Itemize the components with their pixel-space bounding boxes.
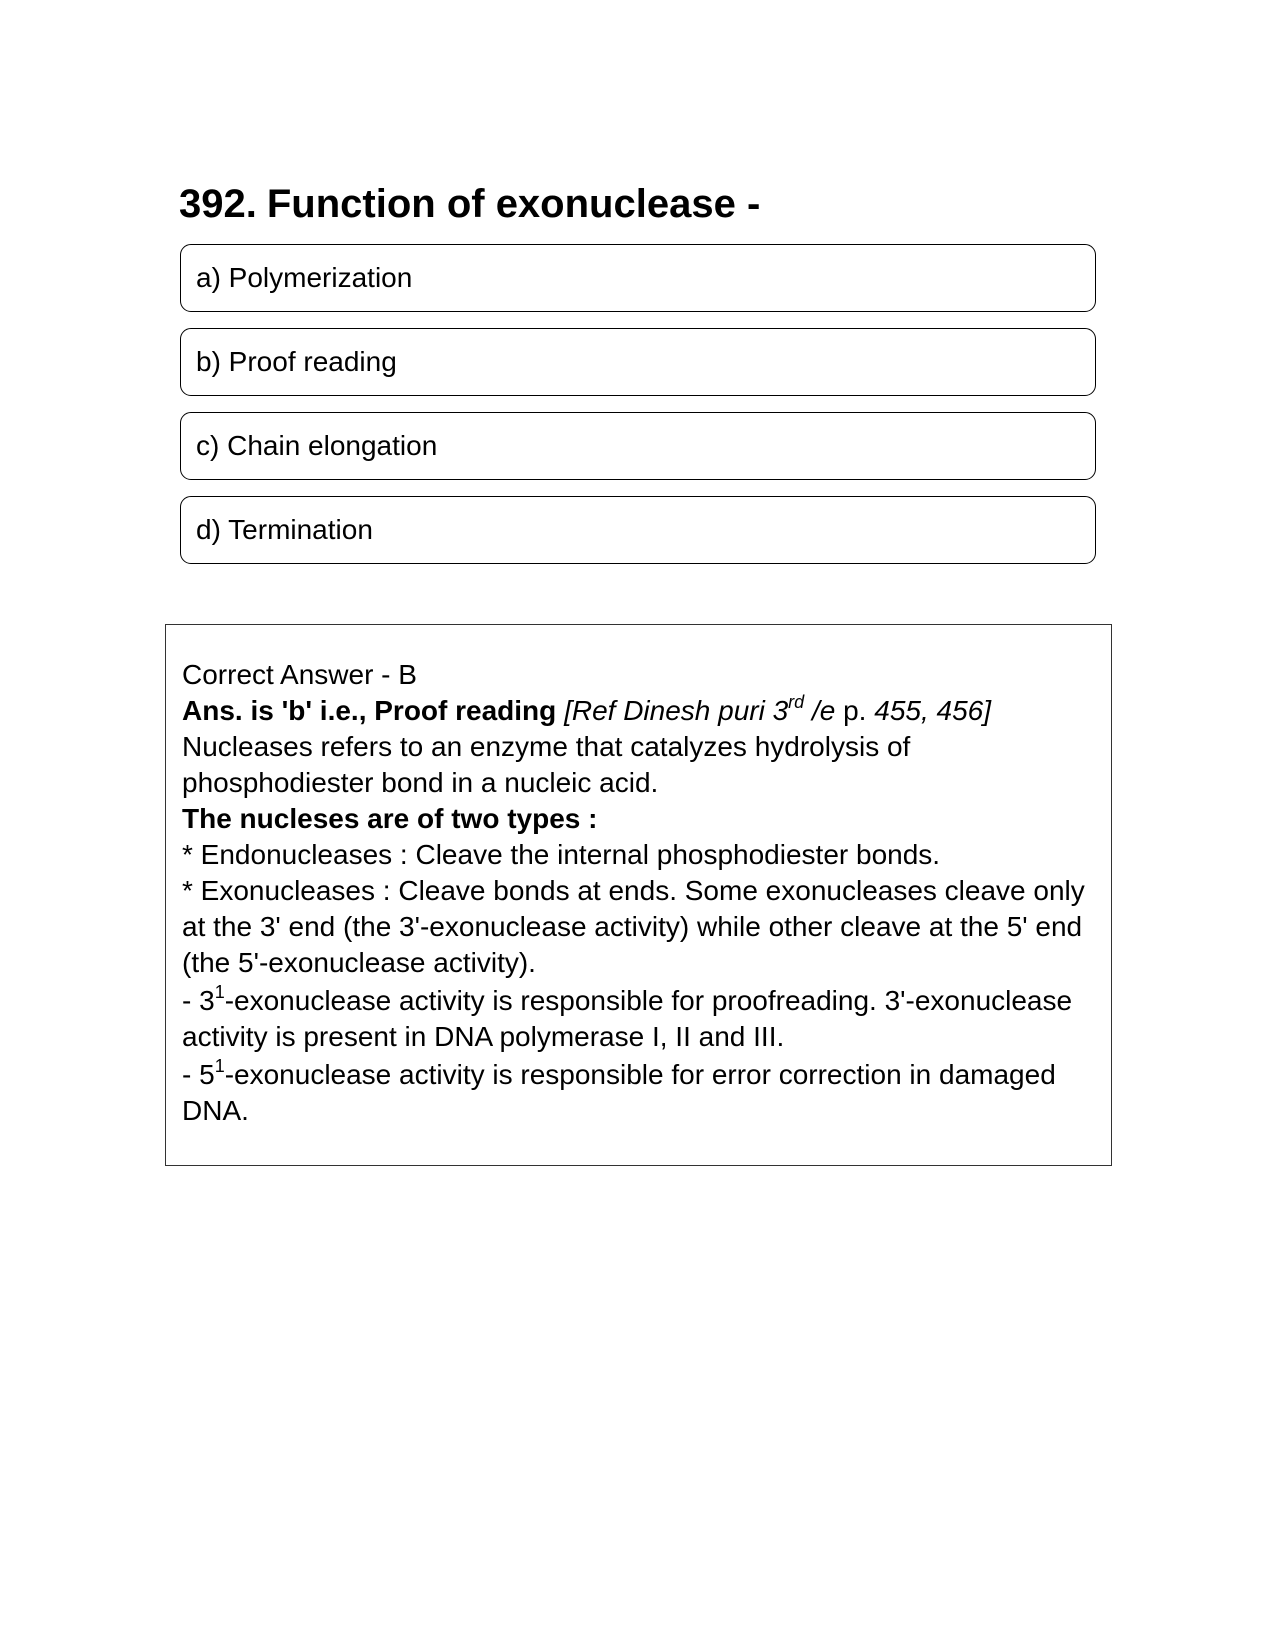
exonuclease-item: * Exonucleases : Cleave bonds at ends. Some exonucleases cleave only at the 3' end (the 3'-exonuclease activity) while other cleave at the 5' end (the 5'-exonuclease activity).	[182, 875, 1085, 978]
correct-answer: Correct Answer - B	[182, 659, 417, 690]
option-b[interactable]: b) Proof reading	[180, 328, 1096, 396]
option-a[interactable]: a) Polymerization	[180, 244, 1096, 312]
answer-statement	[182, 693, 1097, 729]
option-d[interactable]: d) Termination	[180, 496, 1096, 564]
three-prime-prefix: - 3	[182, 985, 215, 1016]
five-prime-item	[182, 1057, 1097, 1129]
three-prime-sup: 1	[214, 982, 225, 1002]
options-list	[180, 244, 1096, 580]
three-prime-item	[182, 983, 1097, 1055]
five-prime-text: -exonuclease activity is responsible for error correction in damaged DNA.	[182, 1059, 1056, 1126]
reference-part1: [Ref Dinesh puri 3	[564, 695, 789, 726]
question-title	[179, 176, 760, 232]
question-text: Function of exonuclease -	[266, 182, 761, 226]
reference-sup: rd	[788, 692, 805, 712]
reference-pages: 455, 456]	[874, 695, 992, 726]
answer-explanation-box	[165, 624, 1112, 1166]
answer-bold: Ans. is 'b' i.e., Proof reading	[182, 695, 557, 726]
three-prime-text: -exonuclease activity is responsible for proofreading. 3'-exonuclease activity is present in DNA polymerase I, II and III.	[182, 985, 1073, 1052]
five-prime-sup: 1	[214, 1056, 225, 1076]
reference-part2: /e	[804, 695, 836, 726]
reference-p: p.	[835, 695, 875, 726]
option-c[interactable]: c) Chain elongation	[180, 412, 1096, 480]
five-prime-prefix: - 5	[182, 1059, 215, 1090]
nuclease-definition: Nucleases refers to an enzyme that catalyzes hydrolysis of phosphodiester bond in a nucleic acid.	[182, 731, 911, 798]
types-heading: The nucleses are of two types :	[182, 803, 598, 834]
question-number: 392.	[179, 182, 257, 226]
endonuclease-item: * Endonucleases : Cleave the internal phosphodiester bonds.	[182, 839, 941, 870]
